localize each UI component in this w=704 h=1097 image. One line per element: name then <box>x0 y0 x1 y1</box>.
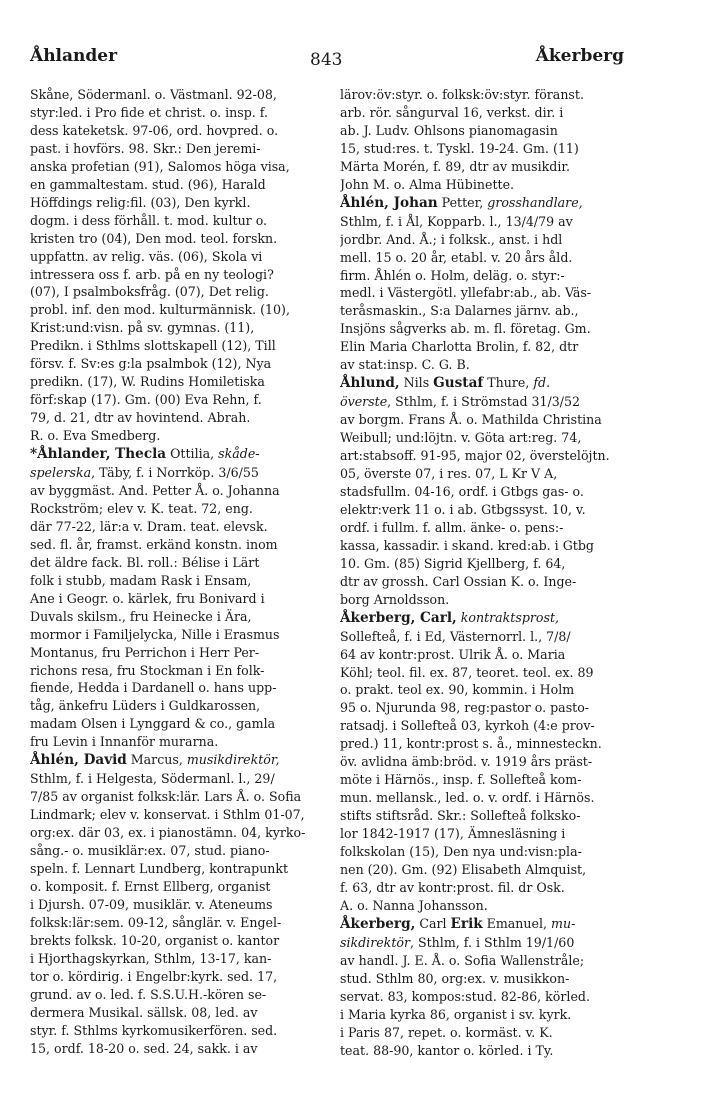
text-line <box>30 608 318 626</box>
line-text: ab. J. Ludv. Ohlsons pianomagasin <box>340 122 558 138</box>
line-text: dess kateketsk. 97-06, ord. hovpred. o. <box>30 122 279 138</box>
page-number: 843 <box>310 50 343 70</box>
text-line <box>30 176 318 194</box>
line-text: av handl. J. E. Å. o. Sofia Wallenstråle; <box>340 952 585 968</box>
text-line <box>30 644 318 662</box>
header-left-word: Åhlander <box>30 46 118 66</box>
text-line <box>340 789 616 807</box>
text-line <box>30 373 318 391</box>
text-line <box>30 697 318 715</box>
line-text: styr. f. Sthlms kyrkomusikerfören. sed. <box>30 1022 278 1038</box>
text-line <box>340 213 616 231</box>
text-line <box>30 590 318 608</box>
text-line <box>30 230 318 248</box>
line-text: 7/85 av organist folksk:lär. Lars Å. o. Sofia <box>30 789 302 805</box>
line-text: 05, överste 07, i res. 07, L Kr V A, <box>340 466 558 482</box>
occupation-text: fd. <box>533 375 551 391</box>
line-text: Lindmark; elev v. konservat. i Sthlm 01-07, <box>30 807 305 823</box>
line-text: kassa, kassadir. i skand. kred:ab. i Gtbg <box>340 537 594 553</box>
text-line <box>340 176 616 194</box>
line-text: av stat:insp. C. G. B. <box>340 357 470 373</box>
text-line <box>30 715 318 733</box>
line-text: mun. mellansk., led. o. v. ordf. i Härnös. <box>340 790 595 806</box>
line-text: mell. 15 o. 20 år, etabl. v. 20 års åld. <box>340 249 573 265</box>
right-column <box>340 86 616 1059</box>
line-text: borg Arnoldsson. <box>340 591 450 607</box>
text-line <box>30 122 318 140</box>
text-line <box>30 824 318 842</box>
line-text: brekts folksk. 10-20, organist o. kantor <box>30 932 280 948</box>
line-text: försv. f. Sv:es g:la psalmbok (12), Nya <box>30 356 272 372</box>
entry-name-given: Gustaf <box>433 375 484 392</box>
text-line <box>340 284 616 302</box>
text-line <box>30 1004 318 1022</box>
line-text: dermera Musikal. sällsk. 08, led. av <box>30 1004 258 1020</box>
text-line <box>30 337 318 355</box>
line-text: firm. Åhlén o. Holm, deläg. o. styr:- <box>340 267 565 283</box>
text-line <box>340 735 616 753</box>
line-text: arb. rör. sångurval 16, verkst. dir. i <box>340 104 564 120</box>
line-text: 15, stud:res. t. Tyskl. 19-24. Gm. (11) <box>340 140 579 156</box>
text-line <box>30 518 318 536</box>
text-line <box>340 681 616 699</box>
text-line <box>30 464 318 482</box>
line-text: lärov:öv:styr. o. folksk:öv:styr. föranst. <box>340 87 584 102</box>
entry-name: Åkerberg, <box>340 915 416 932</box>
line-text: past. i hovförs. 98. Skr.: Den jeremi- <box>30 140 261 156</box>
line-text: Weibull; und:löjtn. v. Göta art:reg. 74, <box>340 430 582 446</box>
text-line <box>340 393 616 411</box>
line-text: 79, d. 21, dtr av hovintend. Abrah. <box>30 410 251 426</box>
text-line <box>30 968 318 986</box>
line-text: tor o. kördirig. i Engelbr:kyrk. sed. 17, <box>30 968 278 984</box>
text-line <box>340 753 616 771</box>
text-line <box>340 952 616 970</box>
occupation-text: mu- <box>551 915 576 931</box>
line-text: sed. fl. år, framst. erkänd konstn. inom <box>30 536 278 552</box>
line-text: f. 63, dtr av kontr:prost. fil. dr Osk. <box>340 879 565 895</box>
text-line <box>340 194 616 213</box>
text-line <box>30 679 318 697</box>
text-line <box>30 500 318 518</box>
text-line <box>340 302 616 320</box>
text-line <box>30 283 318 301</box>
text-line <box>340 447 616 465</box>
line-text: probl. inf. den mod. kulturmännisk. (10), <box>30 302 290 318</box>
text-line <box>30 158 318 176</box>
line-text: o. komposit. f. Ernst Ellberg, organist <box>30 878 271 894</box>
line-text: anska profetian (91), Salomos höga visa, <box>30 158 290 174</box>
line-text: Höffdings relig:fil. (03), Den kyrkl. <box>30 194 251 210</box>
text-line <box>30 932 318 950</box>
text-line <box>340 429 616 447</box>
text-line <box>340 609 616 628</box>
text-line <box>30 860 318 878</box>
line-text: teråsmaskin., S:a Dalarnes järnv. ab., <box>340 303 579 319</box>
text-line <box>30 788 318 806</box>
text-line <box>340 628 616 646</box>
entry-name: Åkerberg, Carl, <box>340 609 457 626</box>
text-line <box>30 409 318 427</box>
text-line <box>340 988 616 1006</box>
text-line <box>340 356 616 374</box>
text-line <box>340 1024 616 1042</box>
line-text: tåg, änkefru Lüders i Guldkarossen, <box>30 698 261 714</box>
line-text: Elin Maria Charlotta Brolin, f. 82, dtr <box>340 339 579 355</box>
line-text: Sthlm, f. i Ål, Kopparb. l., 13/4/79 av <box>340 213 573 229</box>
text-line <box>340 573 616 591</box>
text-line <box>30 445 318 464</box>
line-text: dtr av grossh. Carl Ossian K. o. Inge- <box>340 573 577 589</box>
text-line <box>340 537 616 555</box>
line-text: Duvals skilsm., fru Heinecke i Ära, <box>30 608 252 624</box>
text-line <box>30 572 318 590</box>
text-line <box>340 465 616 483</box>
text-line <box>340 717 616 735</box>
text-line <box>30 662 318 680</box>
text-line <box>340 825 616 843</box>
text-line <box>340 338 616 356</box>
text-line <box>30 733 318 751</box>
line-text: stifts stiftsråd. Skr.: Sollefteå folksko- <box>340 808 581 824</box>
line-text: 95 o. Njurunda 98, reg:pastor o. pasto- <box>340 700 590 716</box>
text-line <box>340 267 616 285</box>
line-text: pred.) 11, kontr:prost s. å., minnesteckn. <box>340 736 602 752</box>
line-text: 15, ordf. 18-20 o. sed. 24, sakk. i av <box>30 1040 258 1056</box>
line-text: folksk:lär:sem. 09-12, sånglär. v. Engel- <box>30 914 282 930</box>
line-text: mormor i Familjelycka, Nille i Erasmus <box>30 626 280 642</box>
line-text: Petter, <box>437 194 488 210</box>
line-text: medl. i Västergötl. yllefabr:ab., ab. Väs- <box>340 285 592 301</box>
line-text: Ottilia, <box>166 446 219 462</box>
line-text: i Hjorthagskyrkan, Sthlm, 13-17, kan- <box>30 950 272 966</box>
line-text: Emanuel, <box>482 915 552 931</box>
line-text: Krist:und:visn. på sv. gymnas. (11), <box>30 320 255 336</box>
line-text: en gammaltestam. stud. (96), Harald <box>30 176 266 192</box>
line-text: Montanus, fru Perrichon i Herr Per- <box>30 644 260 660</box>
line-text: Sthlm, f. i Helgesta, Södermanl. l., 29/ <box>30 771 275 787</box>
text-line <box>340 231 616 249</box>
text-line <box>30 878 318 896</box>
text-line <box>340 122 616 140</box>
line-text: stud. Sthlm 80, org:ex. v. musikkon- <box>340 970 570 986</box>
line-text: ratsadj. i Sollefteå 03, kyrkoh (4:e prov- <box>340 718 595 734</box>
text-line <box>30 1022 318 1040</box>
text-line <box>30 1040 318 1058</box>
text-line <box>340 320 616 338</box>
text-line <box>340 374 616 393</box>
text-line <box>30 104 318 122</box>
line-text: av borgm. Frans Å. o. Mathilda Christina <box>340 412 602 428</box>
line-text: , Täby, f. i Norrköp. 3/6/55 <box>91 465 259 481</box>
text-line <box>30 301 318 319</box>
text-line <box>340 934 616 952</box>
line-text: styr:led. i Pro fide et christ. o. insp. f. <box>30 104 268 120</box>
text-line <box>30 751 318 770</box>
text-line <box>340 249 616 267</box>
line-text: servat. 83, kompos:stud. 82-86, körled. <box>340 988 590 1004</box>
text-line <box>340 158 616 176</box>
text-line <box>30 626 318 644</box>
line-text: o. prakt. teol ex. 90, kommin. i Holm <box>340 682 575 698</box>
line-text: öv. avlidna ämb:bröd. v. 1919 års präst- <box>340 754 593 770</box>
line-text: kristen tro (04), Den mod. teol. forskn. <box>30 230 278 246</box>
text-line <box>340 411 616 429</box>
line-text: nen (20). Gm. (92) Elisabeth Almquist, <box>340 861 587 877</box>
text-line <box>340 140 616 158</box>
line-text: uppfattn. av relig. väs. (06), Skola vi <box>30 248 263 264</box>
text-line <box>340 1042 616 1060</box>
text-line <box>340 843 616 861</box>
text-line <box>30 536 318 554</box>
line-text: elektr:verk 11 o. i ab. Gtbgssyst. 10, v. <box>340 501 586 517</box>
line-text: där 77-22, lär:a v. Dram. teat. elevsk. <box>30 518 268 534</box>
line-text: Thure, <box>483 375 534 391</box>
text-line <box>340 86 616 104</box>
line-text: sång.- o. musiklär:ex. 07, stud. piano- <box>30 843 270 859</box>
text-line <box>340 1006 616 1024</box>
line-text: grund. av o. led. f. S.S.U.H.-kören se- <box>30 986 267 1002</box>
page-header <box>30 46 624 74</box>
text-line <box>30 355 318 373</box>
text-line <box>340 555 616 573</box>
line-text: folkskolan (15), Den nya und:visn:pla- <box>340 844 582 860</box>
line-text: i Paris 87, repet. o. kormäst. v. K. <box>340 1024 553 1040</box>
line-text: ordf. i fullm. f. allm. änke- o. pens:- <box>340 519 564 535</box>
text-line <box>340 807 616 825</box>
text-line <box>30 986 318 1004</box>
text-line <box>340 591 616 609</box>
occupation-text: överste <box>340 394 388 410</box>
text-line <box>340 519 616 537</box>
text-line <box>340 501 616 519</box>
line-text: predikn. (17), W. Rudins Homiletiska <box>30 374 265 390</box>
text-line <box>30 770 318 788</box>
text-line <box>340 897 616 915</box>
text-line <box>30 427 318 445</box>
line-text: 64 av kontr:prost. Ulrik Å. o. Maria <box>340 646 566 662</box>
line-text: Skåne, Södermanl. o. Västmanl. 92-08, <box>30 87 277 102</box>
line-text: i Djursh. 07-09, musiklär. v. Ateneums <box>30 896 273 912</box>
occupation-text: skåde- <box>218 446 260 462</box>
line-text: Carl <box>415 915 451 931</box>
text-line <box>30 806 318 824</box>
line-text: Ane i Geogr. o. kärlek, fru Bonivard i <box>30 590 265 606</box>
text-line <box>340 483 616 501</box>
line-text: R. o. Eva Smedberg. <box>30 428 161 444</box>
occupation-text: grosshandlare, <box>487 194 583 210</box>
line-text: 10. Gm. (85) Sigrid Kjellberg, f. 64, <box>340 555 566 571</box>
line-text: av byggmäst. And. Petter Å. o. Johanna <box>30 482 280 498</box>
left-column <box>30 86 318 1057</box>
text-line <box>30 194 318 212</box>
text-line <box>30 482 318 500</box>
line-text: Insjöns sågverks ab. m. fl. företag. Gm. <box>340 321 591 337</box>
line-text: Rockström; elev v. K. teat. 72, eng. <box>30 500 253 516</box>
occupation-text: musikdirektör, <box>186 752 280 768</box>
text-line <box>30 914 318 932</box>
line-text: jordbr. And. Å.; i folksk., anst. i hdl <box>340 231 563 247</box>
line-text: det äldre fack. Bl. roll.: Bélise i Lärt <box>30 554 260 570</box>
text-line <box>340 861 616 879</box>
text-line <box>30 950 318 968</box>
occupation-text: sikdirektör <box>340 934 410 950</box>
text-line <box>340 915 616 934</box>
line-text: , Sthlm, f. i Strömstad 31/3/52 <box>387 394 581 410</box>
text-line <box>340 771 616 789</box>
text-line <box>30 554 318 572</box>
text-line <box>30 248 318 266</box>
line-text: i Maria kyrka 86, organist i sv. kyrk. <box>340 1006 572 1022</box>
line-text: dogm. i dess förhåll. t. mod. kultur o. <box>30 212 268 228</box>
text-line <box>30 266 318 284</box>
line-text: org:ex. där 03, ex. i pianostämn. 04, kyrko- <box>30 825 306 841</box>
text-line <box>340 970 616 988</box>
line-text: , Sthlm, f. i Sthlm 19/1/60 <box>409 934 575 950</box>
text-line <box>30 896 318 914</box>
entry-name-given: Erik <box>450 915 483 932</box>
line-text: folk i stubb, madam Rask i Ensam, <box>30 572 252 588</box>
line-text: Marcus, <box>126 752 187 768</box>
line-text: speln. f. Lennart Lundberg, kontrapunkt <box>30 860 289 876</box>
line-text: John M. o. Alma Hübinette. <box>340 176 515 192</box>
text-line <box>340 664 616 682</box>
text-line <box>30 842 318 860</box>
entry-name: Åhlund, <box>340 375 400 392</box>
text-line <box>30 391 318 409</box>
text-line <box>340 646 616 664</box>
line-text: Sollefteå, f. i Ed, Västernorrl. l., 7/8/ <box>340 628 571 644</box>
line-text: madam Olsen i Lynggard & co., gamla <box>30 716 276 732</box>
text-line <box>30 86 318 104</box>
text-line <box>30 319 318 337</box>
text-line <box>30 212 318 230</box>
line-text: lor 1842-1917 (17), Ämnesläsning i <box>340 826 566 842</box>
line-text: (07), I psalmboksfråg. (07), Det relig. <box>30 284 269 300</box>
line-text: art:stabsoff. 91-95, major 02, överstelöjtn. <box>340 448 610 464</box>
line-text: teat. 88-90, kantor o. körled. i Ty. <box>340 1042 554 1058</box>
text-line <box>340 879 616 897</box>
line-text: intressera oss f. arb. på en ny teologi? <box>30 266 274 282</box>
entry-name: *Åhlander, Thecla <box>30 446 167 463</box>
line-text: Nils <box>399 375 434 391</box>
line-text: richons resa, fru Stockman i En folk- <box>30 662 265 678</box>
occupation-text: spelerska <box>30 465 92 481</box>
line-text: Köhl; teol. fil. ex. 87, teoret. teol. ex. 89 <box>340 664 594 680</box>
line-text: Predikn. i Sthlms slottskapell (12), Till <box>30 338 276 354</box>
text-line <box>340 699 616 717</box>
line-text: A. o. Nanna Johansson. <box>340 897 488 913</box>
header-right-word: Åkerberg <box>535 46 624 66</box>
text-line <box>340 104 616 122</box>
occupation-text: kontraktsprost, <box>460 609 560 625</box>
entry-name: Åhlén, David <box>30 752 127 769</box>
line-text: förf:skap (17). Gm. (00) Eva Rehn, f. <box>30 392 262 408</box>
line-text: fru Levin i Innanför murarna. <box>30 734 219 750</box>
line-text: möte i Härnös., insp. f. Sollefteå kom- <box>340 772 582 788</box>
line-text: stadsfullm. 04-16, ordf. i Gtbgs gas- o. <box>340 483 584 499</box>
entry-name: Åhlén, Johan <box>340 194 438 211</box>
text-line <box>30 140 318 158</box>
line-text: Märta Morén, f. 89, dtr av musikdir. <box>340 158 570 174</box>
line-text: fiende, Hedda i Dardanell o. hans upp- <box>30 680 277 696</box>
